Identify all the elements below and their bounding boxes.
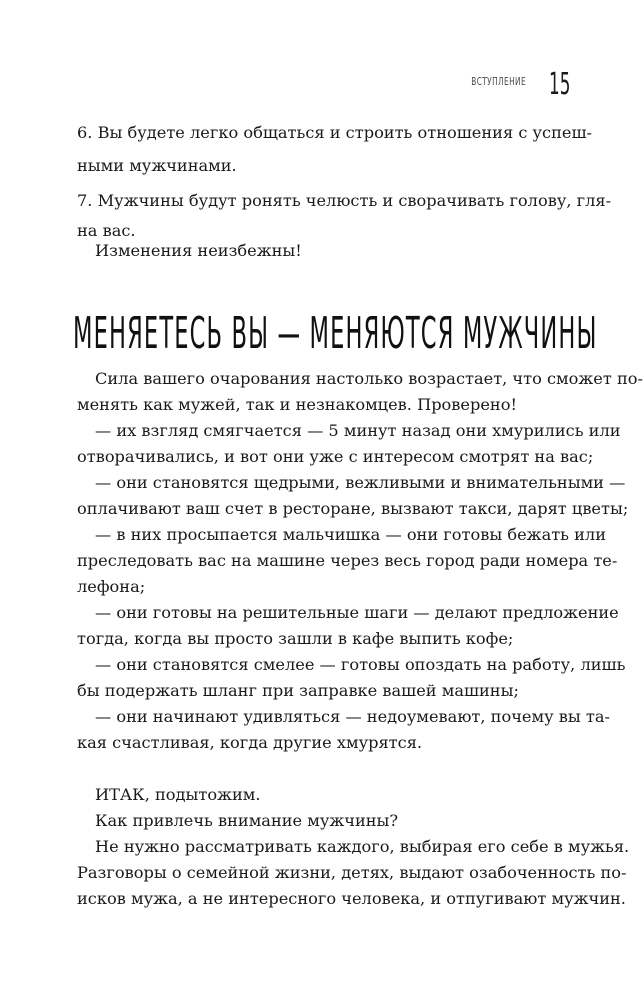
summary-line: Как привлечь внимание мужчины? [95,811,399,830]
summary-line: Разговоры о семейной жизни, детях, выдают озабоченность по- [77,863,627,882]
body-line: лефона; [77,577,146,596]
body-line: преследовать вас на машине через весь город ради номера те- [77,551,618,570]
running-head [453,67,570,102]
body-line: отворачивались, и вот они уже с интересом смотрят на вас; [77,447,594,466]
running-head-section: ВСТУПЛЕНИЕ [470,75,526,88]
body-line: менять как мужей, так и незнакомцев. Проверено! [77,395,517,414]
body-line: Сила вашего очарования настолько возрастает, что сможет по- [95,369,643,388]
body-line: — в них просыпается мальчишка — они готовы бежать или [95,525,606,544]
body-line: кая счастливая, когда другие хмурятся. [77,733,423,752]
body-line: оплачивают ваш счет в ресторане, вызвают такси, дарят цветы; [77,499,629,518]
intro-line: на вас. [77,221,136,240]
summary-line: Не нужно рассматривать каждого, выбирая его себе в мужья. [95,837,630,856]
body-line: тогда, когда вы просто зашли в кафе выпить кофе; [77,629,514,648]
body-line: — они готовы на решительные шаги — делают предложение [95,603,619,622]
body-line: бы подержать шланг при заправке вашей машины; [77,681,519,700]
body-line: — их взгляд смягчается — 5 минут назад они хмурились или [95,421,621,440]
body-line: — они начинают удивляться — недоумевают, почему вы та- [95,707,610,726]
intro-line: 7. Мужчины будут ронять челюсть и сворачивать голову, гля- [77,191,612,210]
intro-line: ными мужчинами. [77,156,237,175]
summary-line: исков мужа, а не интересного человека, и отпугивают мужчин. [77,889,626,908]
summary-line: ИТАК, подытожим. [95,785,261,804]
body-line: — они становятся смелее — готовы опоздать на работу, лишь [95,655,626,674]
intro-line: Изменения неизбежны! [95,241,302,260]
section-heading: МЕНЯЕТЕСЬ ВЫ — МЕНЯЮТСЯ МУЖЧИНЫ [73,308,598,359]
body-line: — они становятся щедрыми, вежливыми и внимательными — [95,473,626,492]
intro-line: 6. Вы будете легко общаться и строить отношения с успеш- [77,123,593,142]
page-number: 15 [548,67,570,102]
